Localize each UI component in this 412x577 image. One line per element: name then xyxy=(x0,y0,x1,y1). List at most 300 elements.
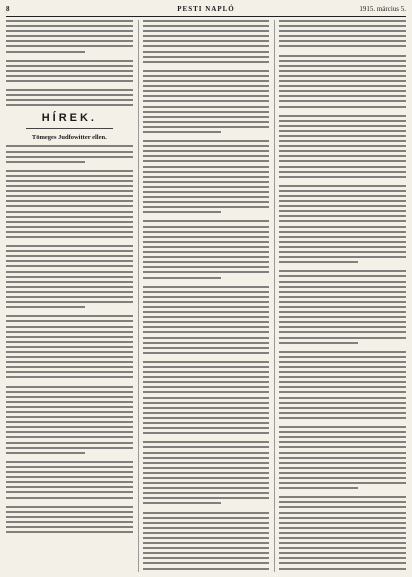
text-line xyxy=(6,331,133,333)
text-line xyxy=(279,210,406,212)
text-line xyxy=(143,181,270,183)
text-line xyxy=(143,386,270,388)
text-line xyxy=(6,25,133,27)
text-line xyxy=(279,431,406,433)
text-line xyxy=(279,281,406,283)
text-line xyxy=(279,441,406,443)
text-line xyxy=(143,176,270,178)
text-line xyxy=(6,531,133,533)
text-line xyxy=(279,125,406,127)
text-line xyxy=(6,226,133,228)
text-line xyxy=(143,20,270,22)
text-line xyxy=(279,391,406,393)
text-line xyxy=(6,320,133,322)
text-line xyxy=(6,346,133,348)
text-line xyxy=(6,406,133,408)
text-line xyxy=(6,516,133,518)
text-line xyxy=(279,40,406,42)
text-line xyxy=(279,20,406,22)
text-line xyxy=(143,131,222,133)
text-line xyxy=(279,160,406,162)
text-line xyxy=(143,381,270,383)
text-line xyxy=(143,391,270,393)
text-line xyxy=(143,472,270,474)
text-line xyxy=(143,186,270,188)
text-line xyxy=(279,306,406,308)
text-line xyxy=(6,156,133,158)
text-line xyxy=(279,30,406,32)
text-line xyxy=(279,100,406,102)
text-line xyxy=(143,90,270,92)
text-line xyxy=(143,51,270,53)
text-line xyxy=(6,30,133,32)
text-line xyxy=(279,487,358,489)
newspaper-title: PESTI NAPLÓ xyxy=(177,5,235,13)
text-line xyxy=(143,40,270,42)
text-line xyxy=(143,56,270,58)
text-line xyxy=(279,366,406,368)
text-line xyxy=(143,306,270,308)
text-line xyxy=(6,276,133,278)
text-line xyxy=(6,205,133,207)
text-line xyxy=(6,471,133,473)
text-line xyxy=(143,236,270,238)
masthead xyxy=(6,3,406,17)
text-line xyxy=(279,150,406,152)
text-line xyxy=(143,432,270,434)
text-line xyxy=(143,35,270,37)
page-number: 8 xyxy=(6,5,10,13)
text-line xyxy=(279,371,406,373)
text-line xyxy=(143,517,270,519)
text-line xyxy=(279,316,406,318)
text-line xyxy=(279,542,406,544)
text-line xyxy=(143,196,270,198)
column-left xyxy=(6,20,133,572)
text-line xyxy=(6,151,133,153)
text-line xyxy=(6,175,133,177)
text-line xyxy=(143,371,270,373)
text-line xyxy=(143,45,270,47)
text-line xyxy=(279,506,406,508)
text-line xyxy=(143,331,270,333)
text-line xyxy=(143,337,270,339)
text-line xyxy=(279,568,406,570)
text-line xyxy=(143,160,270,162)
text-line xyxy=(279,236,406,238)
text-line xyxy=(6,281,133,283)
text-line xyxy=(279,462,406,464)
text-line xyxy=(6,401,133,403)
text-line xyxy=(279,155,406,157)
text-line xyxy=(6,436,133,438)
text-line xyxy=(279,195,406,197)
text-line xyxy=(279,296,406,298)
text-line xyxy=(6,260,133,262)
text-line xyxy=(279,501,406,503)
text-line xyxy=(6,94,133,96)
text-line xyxy=(279,270,406,272)
text-line xyxy=(143,527,270,529)
text-line xyxy=(279,95,406,97)
text-line xyxy=(6,145,133,147)
text-line xyxy=(279,452,406,454)
text-line xyxy=(6,447,133,449)
text-line xyxy=(143,251,270,253)
text-line xyxy=(279,402,406,404)
text-line xyxy=(279,261,358,263)
text-line xyxy=(6,70,133,72)
text-line xyxy=(143,246,270,248)
text-line xyxy=(6,231,133,233)
text-line xyxy=(143,487,270,489)
text-line xyxy=(279,75,406,77)
text-line xyxy=(6,416,133,418)
text-line xyxy=(279,241,406,243)
text-line xyxy=(6,65,133,67)
text-line xyxy=(143,311,270,313)
text-line xyxy=(6,431,133,433)
text-line xyxy=(6,35,133,37)
text-line xyxy=(6,452,85,454)
text-line xyxy=(6,326,133,328)
text-line xyxy=(279,557,406,559)
column-right xyxy=(274,20,406,572)
text-line xyxy=(143,342,270,344)
text-line xyxy=(279,256,406,258)
text-line xyxy=(6,376,133,378)
text-line xyxy=(279,301,406,303)
text-line xyxy=(143,402,270,404)
text-line xyxy=(143,397,270,399)
text-line xyxy=(143,126,270,128)
text-line xyxy=(143,422,270,424)
text-line xyxy=(279,171,406,173)
text-line xyxy=(279,496,406,498)
text-line xyxy=(279,120,406,122)
text-line xyxy=(143,61,270,63)
text-line xyxy=(6,45,133,47)
text-line xyxy=(143,166,270,168)
text-line xyxy=(279,115,406,117)
text-line xyxy=(143,291,270,293)
text-line xyxy=(143,482,270,484)
text-line xyxy=(143,532,270,534)
text-line xyxy=(6,40,133,42)
text-line xyxy=(143,226,270,228)
text-line xyxy=(6,526,133,528)
text-line xyxy=(143,502,222,504)
text-line xyxy=(279,472,406,474)
text-line xyxy=(279,226,406,228)
text-line xyxy=(279,512,406,514)
text-line xyxy=(143,145,270,147)
text-line xyxy=(6,200,133,202)
text-line xyxy=(143,537,270,539)
text-line xyxy=(6,20,133,22)
text-line xyxy=(6,255,133,257)
text-line xyxy=(279,397,406,399)
text-line xyxy=(143,106,270,108)
text-line xyxy=(143,220,270,222)
text-line xyxy=(143,111,270,113)
text-line xyxy=(279,326,406,328)
text-line xyxy=(143,542,270,544)
text-line xyxy=(143,552,270,554)
text-line xyxy=(143,417,270,419)
text-line xyxy=(143,562,270,564)
text-line xyxy=(6,221,133,223)
text-line xyxy=(6,315,133,317)
text-line xyxy=(6,396,133,398)
text-line xyxy=(279,517,406,519)
text-line xyxy=(279,215,406,217)
text-line xyxy=(6,481,133,483)
text-line xyxy=(279,381,406,383)
text-line xyxy=(279,35,406,37)
text-line xyxy=(279,70,406,72)
text-line xyxy=(6,341,133,343)
text-line xyxy=(279,467,406,469)
text-line xyxy=(279,80,406,82)
text-line xyxy=(6,291,133,293)
text-line xyxy=(279,286,406,288)
text-line xyxy=(143,326,270,328)
text-line xyxy=(279,537,406,539)
text-line xyxy=(6,421,133,423)
text-line xyxy=(279,412,406,414)
text-line xyxy=(6,411,133,413)
text-line xyxy=(143,347,270,349)
text-line xyxy=(143,441,270,443)
text-line xyxy=(279,386,406,388)
text-line xyxy=(6,336,133,338)
text-line xyxy=(279,562,406,564)
text-line xyxy=(279,547,406,549)
column-area xyxy=(6,20,406,572)
text-line xyxy=(6,89,133,91)
text-line xyxy=(279,166,406,168)
text-line xyxy=(279,522,406,524)
text-line xyxy=(143,376,270,378)
text-line xyxy=(6,497,133,499)
text-line xyxy=(279,251,406,253)
text-line xyxy=(279,361,406,363)
text-line xyxy=(279,200,406,202)
text-line xyxy=(6,161,85,163)
text-line xyxy=(143,462,270,464)
text-line xyxy=(143,271,270,273)
text-line xyxy=(143,191,270,193)
text-line xyxy=(143,477,270,479)
text-line xyxy=(143,492,270,494)
text-line xyxy=(6,351,133,353)
text-line xyxy=(279,331,406,333)
text-line xyxy=(143,25,270,27)
text-line xyxy=(279,145,406,147)
text-line xyxy=(6,245,133,247)
text-line xyxy=(279,45,406,47)
text-line xyxy=(6,180,133,182)
text-line xyxy=(143,366,270,368)
issue-date: 1915. március 5. xyxy=(359,5,406,13)
text-line xyxy=(279,176,406,178)
text-line xyxy=(143,316,270,318)
text-line xyxy=(143,140,270,142)
text-line xyxy=(6,511,133,513)
text-line xyxy=(143,211,222,213)
text-line xyxy=(143,256,270,258)
text-line xyxy=(279,25,406,27)
text-line xyxy=(279,275,406,277)
text-line xyxy=(279,90,406,92)
text-line xyxy=(6,80,133,82)
text-line xyxy=(279,140,406,142)
text-line xyxy=(6,486,133,488)
text-line xyxy=(6,301,133,303)
text-line xyxy=(143,121,270,123)
text-line xyxy=(6,426,133,428)
text-line xyxy=(6,461,133,463)
text-line xyxy=(143,321,270,323)
text-line xyxy=(279,205,406,207)
text-line xyxy=(143,457,270,459)
text-line xyxy=(143,241,270,243)
text-line xyxy=(143,30,270,32)
text-line xyxy=(6,306,85,308)
text-line xyxy=(6,265,133,267)
text-line xyxy=(6,366,133,368)
text-line xyxy=(279,446,406,448)
text-line xyxy=(279,231,406,233)
text-line xyxy=(279,342,358,344)
text-line xyxy=(143,512,270,514)
text-line xyxy=(279,220,406,222)
text-line xyxy=(6,99,133,101)
text-line xyxy=(279,185,406,187)
text-line xyxy=(6,506,133,508)
text-line xyxy=(279,190,406,192)
text-line xyxy=(6,466,133,468)
text-line xyxy=(6,195,133,197)
column-middle xyxy=(138,20,270,572)
text-line xyxy=(279,417,406,419)
text-line xyxy=(143,557,270,559)
text-line xyxy=(143,100,270,102)
text-line xyxy=(6,356,133,358)
text-line xyxy=(143,296,270,298)
text-line xyxy=(279,351,406,353)
text-line xyxy=(6,51,85,53)
text-line xyxy=(143,568,270,570)
text-line xyxy=(279,130,406,132)
text-line xyxy=(6,391,133,393)
text-line xyxy=(279,477,406,479)
text-line xyxy=(6,236,133,238)
text-line xyxy=(143,361,270,363)
text-line xyxy=(279,376,406,378)
section-heading: HÍREK. xyxy=(41,112,97,125)
text-line xyxy=(6,190,133,192)
text-line xyxy=(143,277,222,279)
text-line xyxy=(279,311,406,313)
text-line xyxy=(279,457,406,459)
text-line xyxy=(6,170,133,172)
text-line xyxy=(279,106,406,108)
text-line xyxy=(6,442,133,444)
text-line xyxy=(143,70,270,72)
text-line xyxy=(6,296,133,298)
text-line xyxy=(143,80,270,82)
text-line xyxy=(279,482,406,484)
text-line xyxy=(143,150,270,152)
text-line xyxy=(143,85,270,87)
text-line xyxy=(143,547,270,549)
text-line xyxy=(143,352,270,354)
text-line xyxy=(279,552,406,554)
text-line xyxy=(143,452,270,454)
article-headline: Tömeges Judfowitter ellen. xyxy=(31,134,107,142)
text-line xyxy=(279,85,406,87)
text-line xyxy=(6,250,133,252)
text-line xyxy=(143,116,270,118)
text-line xyxy=(6,60,133,62)
text-line xyxy=(279,527,406,529)
text-line xyxy=(143,266,270,268)
text-line xyxy=(143,446,270,448)
text-line xyxy=(6,185,133,187)
divider xyxy=(26,128,113,129)
text-line xyxy=(143,155,270,157)
text-line xyxy=(143,261,270,263)
text-line xyxy=(279,356,406,358)
text-line xyxy=(6,491,133,493)
text-line xyxy=(143,497,270,499)
text-line xyxy=(6,386,133,388)
text-line xyxy=(143,201,270,203)
text-line xyxy=(6,476,133,478)
text-line xyxy=(6,371,133,373)
text-line xyxy=(279,55,406,57)
text-line xyxy=(279,407,406,409)
text-line xyxy=(143,522,270,524)
text-line xyxy=(143,286,270,288)
text-line xyxy=(143,75,270,77)
text-line xyxy=(279,291,406,293)
text-line xyxy=(143,301,270,303)
text-line xyxy=(279,426,406,428)
text-line xyxy=(279,321,406,323)
text-line xyxy=(6,211,133,213)
text-line xyxy=(6,521,133,523)
text-line xyxy=(6,104,133,106)
text-line xyxy=(279,65,406,67)
text-line xyxy=(279,135,406,137)
text-line xyxy=(279,436,406,438)
text-line xyxy=(143,427,270,429)
text-line xyxy=(6,75,133,77)
text-line xyxy=(6,286,133,288)
text-line xyxy=(143,206,270,208)
text-line xyxy=(143,412,270,414)
text-line xyxy=(143,467,270,469)
text-line xyxy=(279,532,406,534)
text-line xyxy=(143,95,270,97)
text-line xyxy=(279,246,406,248)
text-line xyxy=(6,271,133,273)
text-line xyxy=(143,407,270,409)
text-line xyxy=(279,60,406,62)
